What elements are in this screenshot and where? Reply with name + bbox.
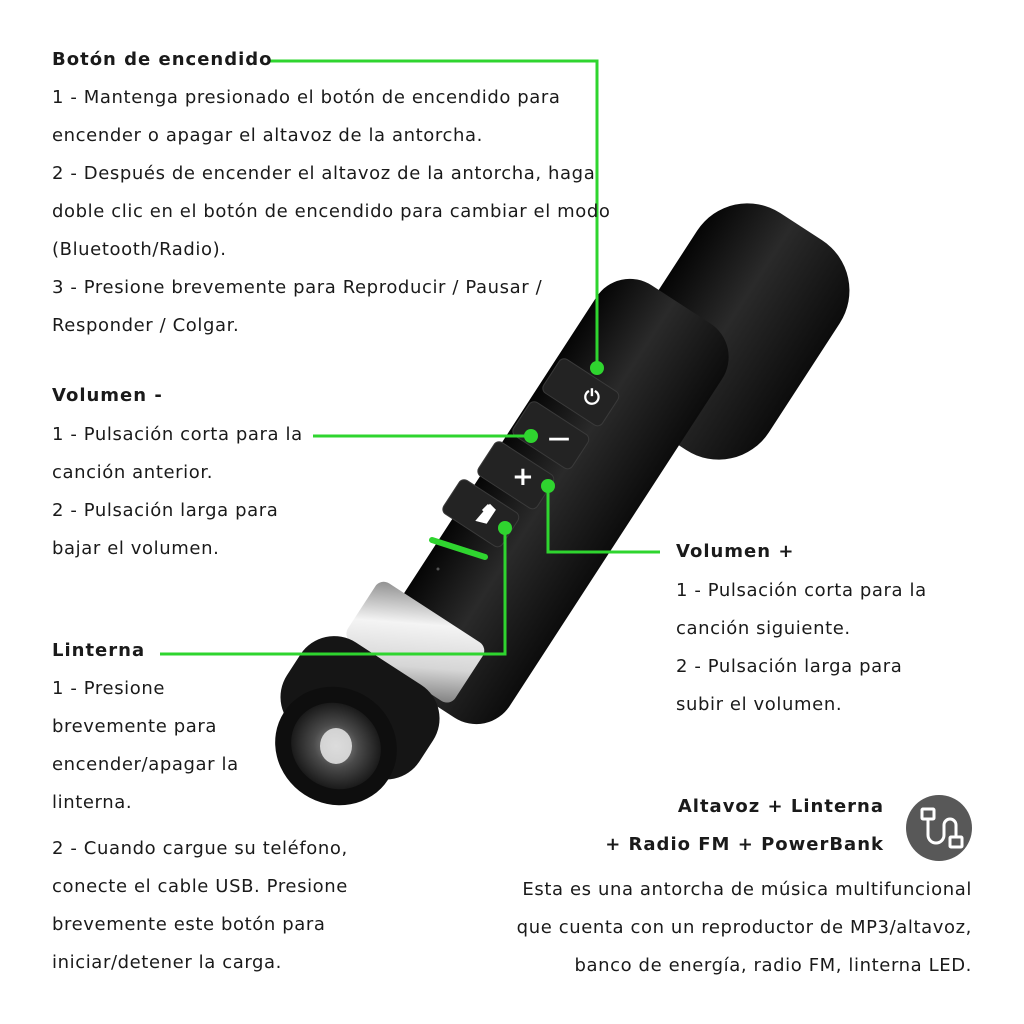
flashlight-charge-line: iniciar/detener la carga. xyxy=(52,952,282,973)
volume-up-line: subir el volumen. xyxy=(676,694,843,715)
plus-icon: + xyxy=(512,462,534,492)
power-line: encender o apagar el altavoz de la antorcha. xyxy=(52,125,483,146)
flashlight-charge-line: 2 - Cuando cargue su teléfono, xyxy=(52,838,348,859)
volume-up-line: 1 - Pulsación corta para la xyxy=(676,580,927,601)
power-line: (Bluetooth/Radio). xyxy=(52,239,227,260)
volume-up-description xyxy=(676,572,927,724)
power-title: Botón de encendido xyxy=(52,49,273,70)
volume-down-title: Volumen - xyxy=(52,385,163,406)
volume-down-line: 1 - Pulsación corta para la xyxy=(52,424,303,445)
volume-down-button[interactable] xyxy=(548,426,570,451)
flashlight-charge-line: conecte el cable USB. Presione xyxy=(52,876,348,897)
summary-line: que cuenta con un reproductor de MP3/altavoz, xyxy=(516,917,972,938)
volume-down-line: canción anterior. xyxy=(52,462,214,483)
power-line: 2 - Después de encender el altavoz de la antorcha, haga xyxy=(52,163,596,184)
flashlight-line: brevemente para xyxy=(52,716,217,737)
flashlight-description xyxy=(52,670,239,822)
flashlight-line: linterna. xyxy=(52,792,133,813)
volume-up-button[interactable] xyxy=(512,462,534,492)
power-line: Responder / Colgar. xyxy=(52,315,240,336)
usb-cable-icon xyxy=(906,795,972,861)
power-button[interactable] xyxy=(584,385,600,409)
phone-power-icon: ⏻ xyxy=(584,385,600,409)
mic-hole xyxy=(437,568,440,571)
power-description xyxy=(52,79,611,345)
volume-up-line: canción siguiente. xyxy=(676,618,851,639)
power-line: 3 - Presione brevemente para Reproducir / Pausar / xyxy=(52,277,543,298)
power-line: 1 - Mantenga presionado el botón de encendido para xyxy=(52,87,561,108)
volume-down-line: 2 - Pulsación larga para xyxy=(52,500,279,521)
summary-title-line1: Altavoz + Linterna xyxy=(677,796,884,817)
volume-up-line: 2 - Pulsación larga para xyxy=(676,656,903,677)
flashlight-line: encender/apagar la xyxy=(52,754,239,775)
flashlight-line: 1 - Presione xyxy=(52,678,166,699)
volume-down-line: bajar el volumen. xyxy=(52,538,220,559)
usb-badge xyxy=(906,795,972,861)
volume-down-description xyxy=(52,416,303,568)
minus-icon: — xyxy=(548,426,570,451)
summary-description xyxy=(517,871,972,985)
summary-title-line2: + Radio FM + PowerBank xyxy=(605,834,884,855)
flashlight-charge-description xyxy=(52,830,348,982)
flashlight-title: Linterna xyxy=(52,640,146,661)
summary-line: Esta es una antorcha de música multifuncional xyxy=(522,879,972,900)
summary-line: banco de energía, radio FM, linterna LED. xyxy=(574,955,972,976)
power-line: doble clic en el botón de encendido para cambiar el modo xyxy=(52,201,611,222)
volume-up-title: Volumen + xyxy=(676,541,795,562)
flashlight-charge-line: brevemente este botón para xyxy=(52,914,326,935)
